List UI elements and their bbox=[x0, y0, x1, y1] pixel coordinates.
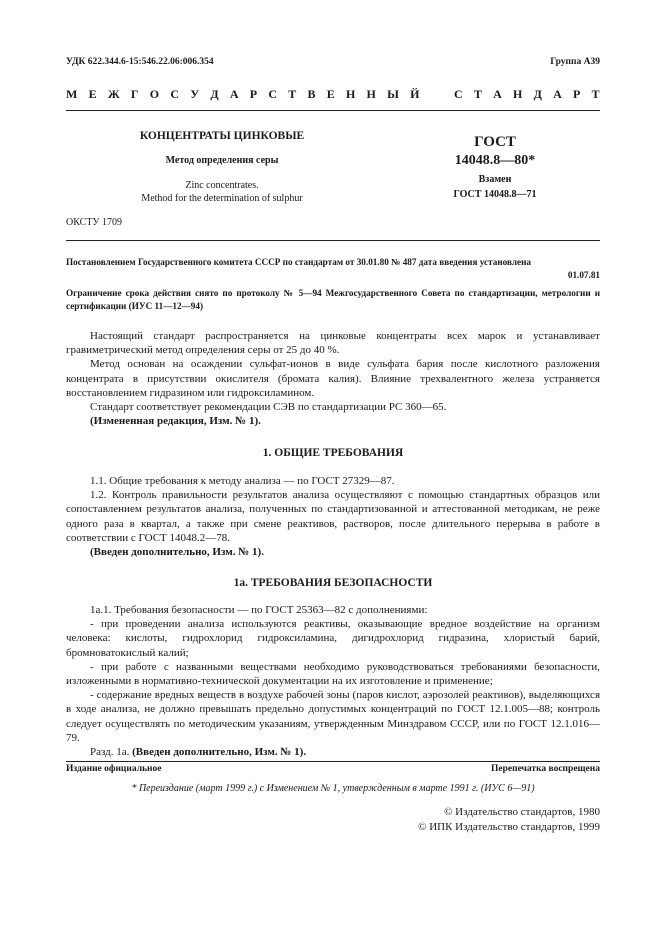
document-subtitle: Метод определения серы bbox=[165, 155, 279, 166]
section1a-p2: - при проведении анализа используются реактивы, оказывающие вредное воздействие на организм человека: кислоты, гидрохлорид гидроксиламина, дигидрохлорид гидразина, хлористый барий, бромноватокислый калий; bbox=[66, 618, 600, 659]
banner-letter: У bbox=[190, 87, 200, 101]
section1a-body bbox=[66, 603, 600, 759]
section1a-note: (Введен дополнительно, Изм. № 1). bbox=[132, 746, 307, 759]
section1-p1: 1.1. Общие требования к методу анализа — по ГОСТ 27329—87. bbox=[90, 475, 395, 487]
banner-letter: Р bbox=[573, 87, 581, 101]
limitation-text: Ограничение срока действия снято по протоколу № 5—94 Межгосударственного Совета по стандартизации, метрологии и сертификации (ИУС 11—12—94) bbox=[66, 288, 600, 311]
banner-letter: Е bbox=[88, 87, 97, 101]
section1a-p4: - содержание вредных веществ в воздухе рабочей зоны (паров кислот, аэрозолей реактивов), выделяющихся в ходе анализа, не должно превышать предельно допустимых концентраций по ГОСТ 12.1.005—88; контроль следует осуществлять по методическим указаниям, утвержденным Минздравом СССР, или по ГОСТ 12.1.016—79. bbox=[66, 689, 600, 744]
group-code: Группа А39 bbox=[550, 57, 600, 67]
section1-note: (Введен дополнительно, Изм. № 1). bbox=[90, 546, 264, 559]
decree-text bbox=[66, 256, 600, 281]
banner-letter: Ж bbox=[107, 87, 120, 101]
intro-paragraph: Стандарт соответствует рекомендации СЭВ по стандартизации РС 360—65. bbox=[90, 401, 447, 414]
copyright-1999: © ИПК Издательство стандартов, 1999 bbox=[418, 821, 600, 833]
banner-letter: А bbox=[493, 87, 502, 101]
banner-letter: Н bbox=[513, 87, 523, 101]
intro-amendment-note: (Измененная редакция, Изм. № 1). bbox=[90, 415, 261, 428]
section1-body bbox=[66, 474, 600, 559]
okstu-code: ОКСТУ 1709 bbox=[66, 217, 123, 228]
section1a-note-line bbox=[66, 745, 600, 759]
banner-letter: М bbox=[66, 87, 78, 101]
section1-heading: 1. ОБЩИЕ ТРЕБОВАНИЯ bbox=[262, 447, 404, 459]
section1-p2: 1.2. Контроль правильности результатов анализа осуществляют с помощью стандартных образцов или сопоставлением результатов анализа, полученных по стандартизованной и аттестованной методикам, не реже одного раза в квартал, а также при смене реактивов, растворов, после длительного перерыва в работе в соответствии с ГОСТ 14048.2—78. bbox=[66, 489, 600, 544]
replaced-standard: ГОСТ 14048.8—71 bbox=[453, 189, 537, 200]
copyright-1980: © Издательство стандартов, 1980 bbox=[444, 806, 600, 818]
section1a-p3: - при работе с названными веществами необходимо руководствоваться требованиями безопасности, изложенными в нормативно-технической документации на их изготовление и применение; bbox=[66, 660, 600, 688]
banner-letter: Н bbox=[345, 87, 356, 101]
intro-paragraph: Настоящий стандарт распространяется на цинковые концентраты всех марок и устанавливает гравиметрический метод определения серы от 25 до 40 %. bbox=[66, 330, 600, 357]
banner-letter bbox=[431, 87, 443, 102]
banner-letter: Т bbox=[591, 87, 600, 101]
section1a-note-prefix: Разд. 1а. bbox=[90, 746, 130, 759]
document-title: КОНЦЕНТРАТЫ ЦИНКОВЫЕ bbox=[139, 130, 305, 142]
gost-label: ГОСТ bbox=[474, 134, 516, 150]
gost-number: 14048.8—80* bbox=[454, 153, 536, 168]
english-title: Zinc concentrates. bbox=[185, 180, 259, 191]
interstate-standard-banner bbox=[66, 87, 600, 102]
footer-rule bbox=[66, 761, 600, 762]
section1a-p1: 1а.1. Требования безопасности — по ГОСТ 25363—82 с дополнениями: bbox=[90, 604, 428, 616]
banner-letter: Д bbox=[210, 87, 219, 101]
decree-sentence: Постановлением Государственного комитета СССР по стандартам от 30.01.80 № 487 дата введения установлена bbox=[66, 257, 531, 267]
banner-letter: Т bbox=[288, 87, 297, 101]
english-subtitle: Method for the determination of sulphur bbox=[141, 193, 303, 204]
banner-letter: А bbox=[553, 87, 562, 101]
title-rule bbox=[66, 240, 600, 241]
intro-block bbox=[66, 329, 600, 428]
banner-letter: С bbox=[268, 87, 277, 101]
banner-letter: В bbox=[307, 87, 316, 101]
banner-letter: Й bbox=[410, 87, 420, 101]
decree-date: 01.07.81 bbox=[567, 269, 600, 280]
intro-paragraph: Метод основан на осаждении сульфат-ионов в виде сульфата бария после кислотного разложения концентрата в присутствии окислителя (бромата калия). Влияние трехвалентного железа устраняется восстановлением гидразином или гидроксиламином. bbox=[66, 358, 600, 399]
banner-letter: С bbox=[453, 87, 463, 101]
reprint-prohibited: Перепечатка воспрещена bbox=[490, 764, 600, 774]
banner-letter: С bbox=[170, 87, 180, 101]
banner-letter: Г bbox=[130, 87, 139, 101]
section1a-heading: 1а. ТРЕБОВАНИЯ БЕЗОПАСНОСТИ bbox=[233, 577, 433, 589]
reissue-note: * Переиздание (март 1999 г.) с Изменением № 1, утвержденным в марте 1991 г. (ИУС 6—91) bbox=[131, 783, 535, 794]
banner-letter: Р bbox=[249, 87, 258, 101]
banner-letter: Т bbox=[473, 87, 482, 101]
banner-letter: Д bbox=[533, 87, 542, 101]
official-edition: Издание официальное bbox=[66, 764, 162, 774]
banner-letter: А bbox=[229, 87, 239, 101]
banner-rule bbox=[66, 110, 600, 111]
banner-letter: Н bbox=[366, 87, 376, 101]
udk-code: УДК 622.344.6-15:546.22.06:006.354 bbox=[66, 57, 214, 67]
banner-letter: Ы bbox=[387, 87, 399, 101]
replaces-label: Взамен bbox=[478, 174, 512, 185]
banner-letter: О bbox=[149, 87, 160, 101]
banner-letter: Е bbox=[326, 87, 335, 101]
